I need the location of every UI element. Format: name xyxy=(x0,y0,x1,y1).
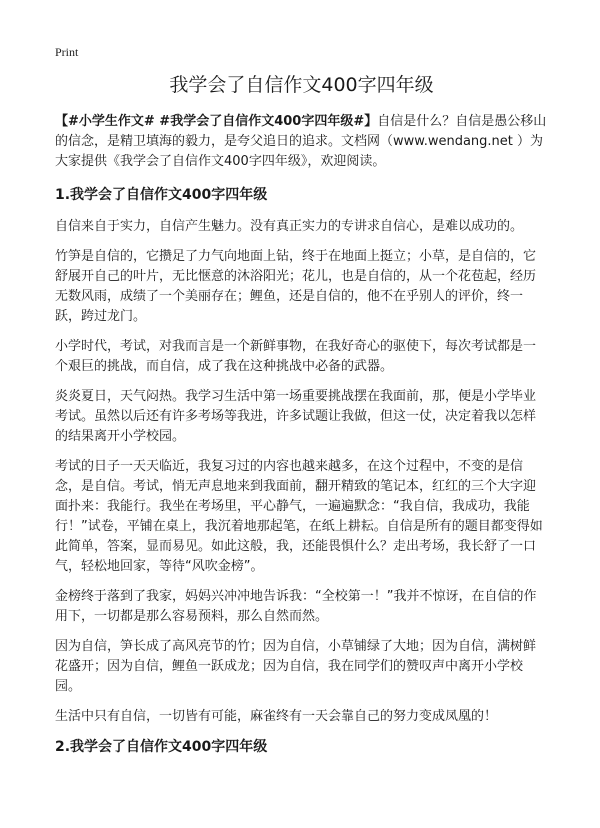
paragraph: 炎炎夏日，天气闷热。我学习生活中第一场重要挑战摆在我面前，那，便是小学毕业考试。虽然以后还有许多考场等我进，许多试题让我做，但这一仗，决定着我以怎样的结果离开小学校园。 xyxy=(55,389,537,444)
intro-paragraph xyxy=(55,112,548,172)
paragraph: 生活中只有自信，一切皆有可能，麻雀终有一天会靠自己的努力变成凤凰的！ xyxy=(55,709,498,724)
section-heading-1: 1.我学会了自信作文400字四年级 xyxy=(55,187,268,203)
print-label: Print xyxy=(55,45,79,59)
document-title: 我学会了自信作文400字四年级 xyxy=(169,74,434,96)
paragraph: 因为自信，笋长成了高风亮节的竹；因为自信，小草铺绿了大地；因为自信，满树鲜花盛开；因为自信，鲤鱼一跃成龙；因为自信，我在同学们的赞叹声中离开小学校园。 xyxy=(55,639,537,694)
intro-tags: 【#小学生作文# #我学会了自信作文400字四年级#】 xyxy=(55,114,378,129)
paragraph: 自信来自于实力，自信产生魅力。没有真正实力的专讲求自信心，是难以成功的。 xyxy=(55,219,524,234)
paragraph: 小学时代，考试，对我而言是一个新鲜事物，在我好奇心的驱使下，每次考试都是一个艰巨的挑战，而自信，成了我在这种挑战中必备的武器。 xyxy=(55,339,537,374)
document-body xyxy=(55,72,548,769)
paragraph: 竹笋是自信的，它攒足了力气向地面上钻，终于在地面上挺立；小草，是自信的，它舒展开自己的叶片，无比惬意的沐浴阳光；花儿，也是自信的，从一个花苞起，经历无数风雨，成绩了一个美丽存在；鲤鱼，还是自信的，他不在乎别人的评价，终一跃，跨过龙门。 xyxy=(55,249,537,324)
intro-text: 自信是什么？自信是愚公移山的信念，是精卫填海的毅力，是夸父追日的追求。文档网（www.wendang.net ）为大家提供《我学会了自信作文400字四年级》，欢迎阅读。 xyxy=(55,114,547,169)
section-heading-2: 2.我学会了自信作文400字四年级 xyxy=(55,739,268,755)
paragraph: 考试的日子一天天临近，我复习过的内容也越来越多，在这个过程中，不变的是信念，是自信。考试，悄无声息地来到我面前，翻开精致的笔记本，红红的三个大字迎面扑来：我能行。我坐在考场里，平心静气，一遍遍默念：“我自信，我成功，我能行！”试卷，平铺在桌上，我沉着地那起笔，在纸上耕耘。自信是所有的题目都变得如此简单，答案，显而易见。如此这般，我，还能畏惧什么？走出考场，我长舒了一口气，轻松地回家，等待“风吹金榜”。 xyxy=(55,459,543,574)
paragraph: 金榜终于落到了我家，妈妈兴冲冲地告诉我：“全校第一！”我并不惊讶，在自信的作用下，一切都是那么容易预料，那么自然而然。 xyxy=(55,589,537,624)
